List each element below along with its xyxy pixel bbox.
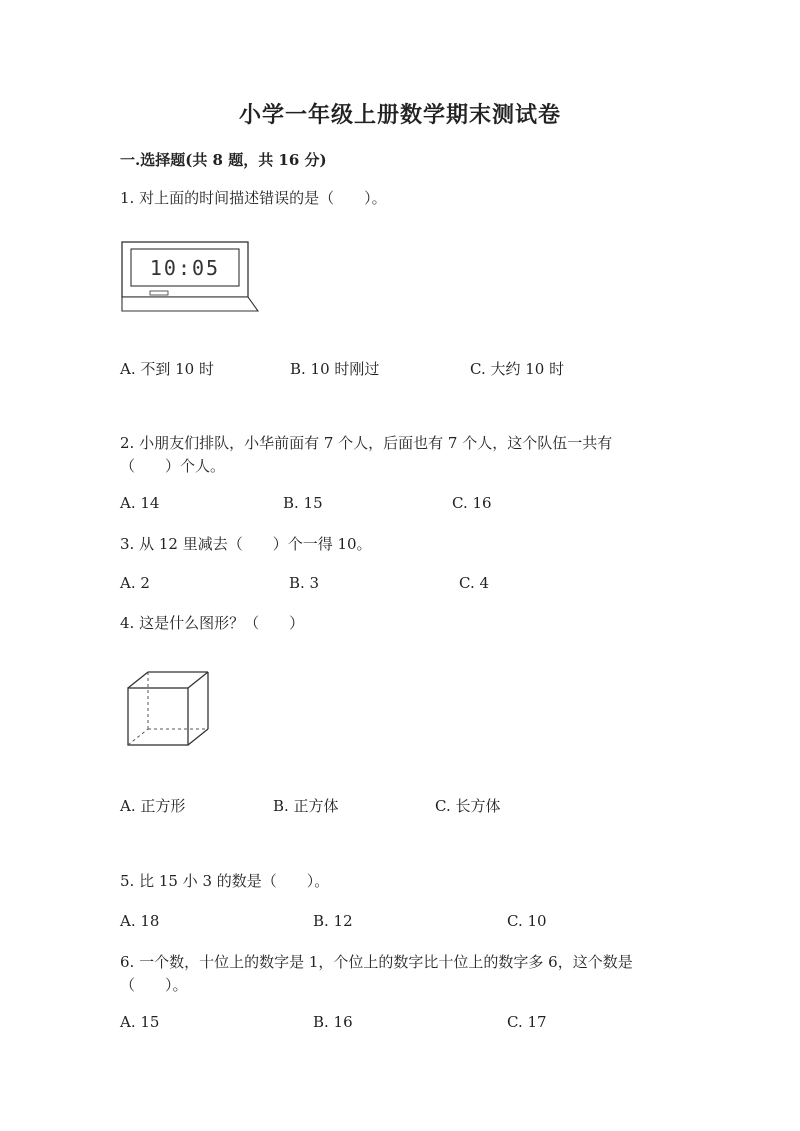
question-2-stem-line2: （ ）个人。: [120, 457, 226, 475]
question-1-option-a[interactable]: A. 不到 10 时: [120, 360, 214, 378]
clock-time-readout: 10:05: [149, 256, 221, 280]
cube-top-right-edge: [188, 672, 208, 688]
question-5-option-c[interactable]: C. 10: [507, 912, 547, 930]
section-heading: 一.选择题(共 8 题，共 16 分): [120, 151, 327, 169]
question-6-option-b[interactable]: B. 16: [313, 1013, 353, 1031]
question-4-option-b[interactable]: B. 正方体: [273, 797, 339, 815]
question-1-option-b[interactable]: B. 10 时刚过: [290, 360, 380, 378]
page-title: 小学一年级上册数学期末测试卷: [238, 102, 561, 128]
question-4-option-a[interactable]: A. 正方形: [120, 797, 186, 815]
question-2-option-c[interactable]: C. 16: [452, 494, 492, 512]
cube-top-left-edge: [128, 672, 148, 688]
question-2-option-b[interactable]: B. 15: [283, 494, 323, 512]
cube-front-face: [128, 688, 188, 745]
question-3-stem: 3. 从 12 里减去（ ）个一得 10。: [120, 535, 372, 553]
question-3-option-c[interactable]: C. 4: [459, 574, 490, 592]
question-6-stem-line2: （ ）。: [120, 976, 188, 994]
cube-bottom-right-edge: [188, 729, 208, 745]
question-4-stem: 4. 这是什么图形？（ ）: [120, 614, 305, 632]
question-1-option-c[interactable]: C. 大约 10 时: [470, 360, 565, 378]
question-5-option-a[interactable]: A. 18: [120, 912, 160, 930]
question-3-option-b[interactable]: B. 3: [289, 574, 320, 592]
question-2-stem-line1: 2. 小朋友们排队，小华前面有 7 个人，后面也有 7 个人，这个队伍一共有: [120, 434, 613, 452]
question-1-stem: 1. 对上面的时间描述错误的是（ ）。: [120, 189, 387, 207]
question-6-option-c[interactable]: C. 17: [507, 1013, 547, 1031]
cube-figure: [122, 668, 216, 750]
question-3-option-a[interactable]: A. 2: [120, 574, 150, 592]
clock-button: [150, 291, 168, 295]
question-2-option-a[interactable]: A. 14: [120, 494, 160, 512]
question-6-stem-line1: 6. 一个数，十位上的数字是 1，个位上的数字比十位上的数字多 6，这个数是: [120, 953, 633, 971]
digital-clock-figure: [118, 240, 268, 315]
question-5-option-b[interactable]: B. 12: [313, 912, 353, 930]
question-4-option-c[interactable]: C. 长方体: [435, 797, 501, 815]
question-6-option-a[interactable]: A. 15: [120, 1013, 160, 1031]
cube-hidden-diagonal-edge: [128, 729, 148, 745]
clock-stand: [122, 297, 258, 311]
question-5-stem: 5. 比 15 小 3 的数是（ ）。: [120, 872, 330, 890]
